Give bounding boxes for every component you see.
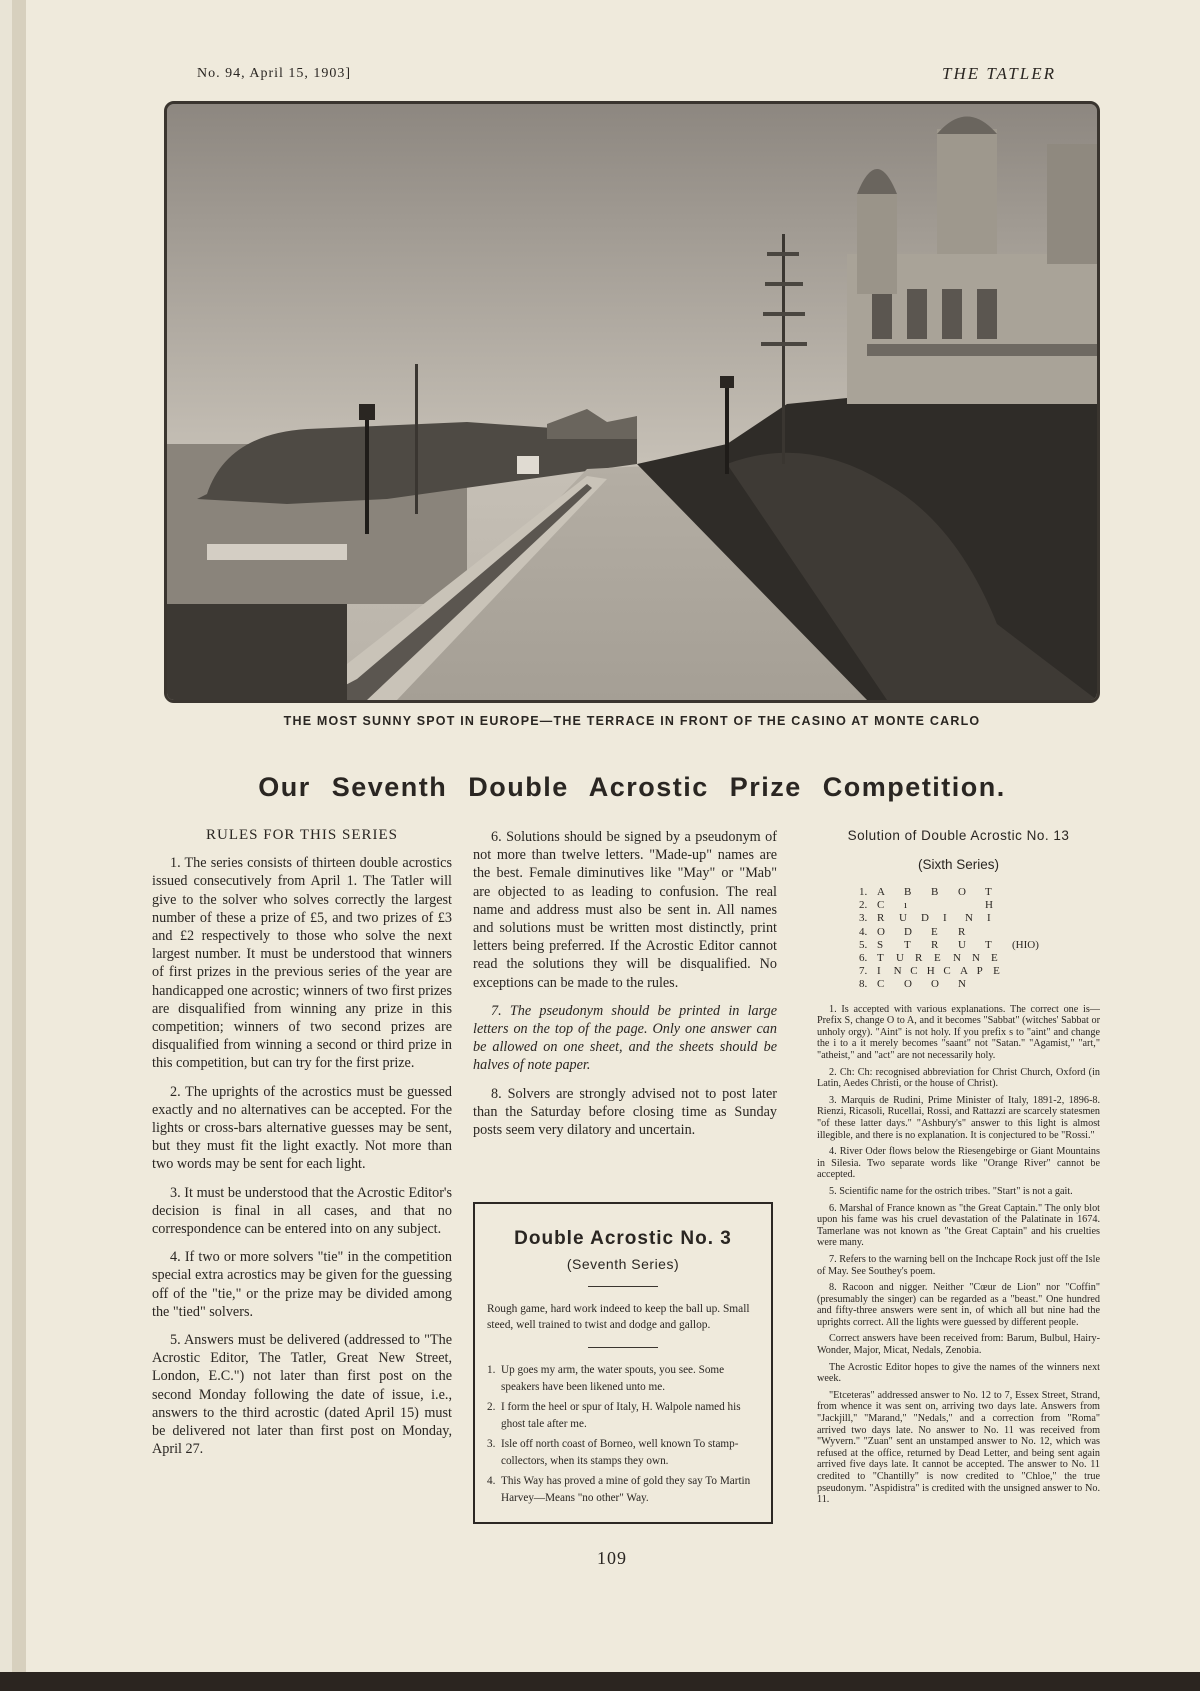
- light-text: This Way has proved a mine of gold they say To Martin Harvey—Means "no other" Way.: [501, 1475, 751, 1504]
- rule-8: 8. Solvers are strongly advised not to post later than the Saturday before closing time as Sunday posts seem very dilatory and uncertain.: [473, 1085, 777, 1139]
- light-number: 2.: [487, 1401, 496, 1413]
- solution-note: Correct answers have been received from: Barum, Bulbul, Hairy-Wonder, Major, Micat, Nedals, Zenobia.: [817, 1333, 1100, 1357]
- rule-1: 1. The series consists of thirteen double acrostics issued consecutively from April 1. The Tatler will give to the solver who solves correctly the largest number of these a prize of £5, and two prizes of £3 and £2 respectively to those who solve the next largest number. It must be understood that winners of first prizes in the previous series of the year are handicapped one acrostic; winners of two first prizes are disqualified from winning any prize in this competition; winners of two second prizes are disqualified from winning a second or third prize in this competition, but can try for the first prize.: [152, 855, 452, 1072]
- solution-letter: A: [959, 965, 968, 978]
- solution-letter: P: [976, 965, 983, 978]
- acrostic-lights: [487, 1362, 759, 1507]
- solution-letter: I: [987, 912, 991, 925]
- solution-letter: O: [931, 978, 939, 991]
- rule-7: 7. The pseudonym should be printed in large letters on the top of the page. Only one answer can be allowed on one sheet, and the sheets should be halves of note paper.: [473, 1002, 777, 1074]
- solution-heading: Solution of Double Acrostic No. 13: [847, 828, 1070, 843]
- solution-letter: E: [991, 952, 998, 965]
- solution-letter: S: [877, 938, 884, 951]
- solution-letter: [931, 899, 958, 912]
- light-item: [487, 1399, 759, 1433]
- solution-letter: N: [893, 965, 902, 978]
- solution-subheading: (Sixth Series): [917, 857, 1000, 872]
- solution-letter: N: [958, 978, 966, 991]
- solution-note: 1. Is accepted with various explanations. The correct one is—Prefix S, change O to A, and it becomes "Sabbat" (witches' Sabbat or unholy orgy). "Aint" is not holy. If you prefix s to "aint" and change the i to a it merely becomes "saant" not "Satan." "Agamist," "art," "atheist," and "act" are not necessarily holy.: [817, 1003, 1100, 1061]
- solution-letter: I: [943, 912, 947, 925]
- solution-letter: H: [926, 965, 935, 978]
- rule-4: 4. If two or more solvers "tie" in the competition special extra acrostics may be given for the guessing off of the "tie," or the prize may be divided among the "tied" solvers.: [152, 1249, 452, 1320]
- solution-letter: A: [877, 886, 885, 898]
- rule-6: 6. Solutions should be signed by a pseudonym of not more than twelve letters. "Made-up" names are the best. Female diminutives like "May" or "Mab" are objected to as leading to confusion. The real name and address must also be sent in. All names and solutions must be written most distinctly, print letters being preferred. If the Acrostic Editor cannot read the solutions they will be disqualified. No exceptions can be made to the rules.: [473, 829, 777, 991]
- solution-letter: C: [910, 965, 918, 978]
- solution-letter: H: [985, 899, 993, 912]
- solution-letter: O: [904, 978, 912, 991]
- divider: [588, 1286, 658, 1287]
- solution-note: 7. Refers to the warning bell on the Inchcape Rock just off the Isle of May. See Southey's poem.: [817, 1253, 1100, 1277]
- photo-caption: THE MOST SUNNY SPOT IN EUROPE—THE TERRACE IN FRONT OF THE CASINO AT MONTE CARLO: [283, 714, 981, 728]
- monte-carlo-photo: [164, 101, 1100, 703]
- light-text: I form the heel or spur of Italy, H. Walpole named his ghost tale after me.: [501, 1401, 741, 1430]
- magazine-header: THE TATLER: [942, 64, 1056, 83]
- solution-note: 5. Scientific name for the ostrich tribes. "Start" is not a gait.: [829, 1185, 1073, 1197]
- solution-letter: [958, 899, 985, 912]
- solution-letter: I: [877, 965, 881, 978]
- solution-row: [859, 912, 1100, 925]
- solution-letter: R: [931, 938, 939, 951]
- solution-letter: C: [877, 978, 885, 991]
- solution-letter: T: [985, 886, 992, 898]
- solution-row: [859, 965, 1100, 978]
- solution-row-number: 2.: [859, 899, 868, 912]
- solution-letter: R: [915, 952, 923, 965]
- light-item: [487, 1362, 759, 1396]
- solution-letter: N: [953, 952, 961, 965]
- solution-letter: T: [877, 952, 884, 965]
- solution-letter: R: [877, 912, 885, 925]
- solution-letter: O: [877, 925, 885, 938]
- rule-3: 3. It must be understood that the Acrostic Editor's decision is final in all cases, and that no correspondence can be entered into on any subject.: [152, 1184, 452, 1238]
- solution-row: [859, 978, 1100, 991]
- solution-row: [859, 899, 1100, 912]
- light-text: Up goes my arm, the water spouts, you see. Some speakers have been likened unto me.: [501, 1364, 725, 1393]
- solution-notes: [817, 1004, 1100, 1506]
- solution-extra: (HIO): [1012, 938, 1039, 951]
- light-item: [487, 1473, 759, 1507]
- solution-row-number: 4.: [859, 925, 868, 938]
- light-number: 4.: [487, 1475, 496, 1487]
- solution-note: 6. Marshal of France known as "the Great Captain." The only blot upon his fame was his cruel devastation of the Palatinate in 1674. Tamerlane was not known as "the Great Captain" and his cruelties were many.: [817, 1202, 1100, 1249]
- solution-letter: E: [934, 952, 941, 965]
- solution-letter: C: [943, 965, 951, 978]
- solution-row-number: 8.: [859, 978, 868, 991]
- solution-row-number: 6.: [859, 952, 868, 965]
- rules-heading: RULES FOR THIS SERIES: [205, 827, 398, 843]
- light-number: 3.: [487, 1438, 496, 1450]
- acrostic-box: [473, 1202, 773, 1524]
- solution-note: 2. Ch: Ch: recognised abbreviation for Christ Church, Oxford (in Latin, Aedes Christi, or the house of Christ).: [817, 1066, 1100, 1090]
- solution-letter: C: [877, 899, 885, 912]
- solution-letter: R: [958, 925, 966, 938]
- acrostic-title: Double Acrostic No. 3: [514, 1228, 732, 1249]
- solution-letter: D: [904, 925, 912, 938]
- solution-row: [859, 886, 1100, 899]
- acrostic-intro: Rough game, hard work indeed to keep the ball up. Small steed, well trained to twist and dodge and gallop.: [487, 1303, 750, 1331]
- divider: [588, 1347, 658, 1348]
- solution-grid: [859, 886, 1100, 992]
- rules-column-2: [473, 828, 777, 1149]
- rule-5: 5. Answers must be delivered (addressed to "The Acrostic Editor, The Tatler, Great New Street, London, E.C.") not later than first post on the second Monday following the date of issue, i.e., answers to the third acrostic (dated April 15) must be delivered not later than first post on Monday, April 27.: [152, 1332, 452, 1458]
- solution-letter: E: [993, 965, 1000, 978]
- competition-title: Our Seventh Double Acrostic Prize Competition.: [258, 772, 1006, 802]
- page-bottom-edge: [0, 1672, 1200, 1691]
- solution-note: 4. River Oder flows below the Riesengebirge or Giant Mountains in Silesia. Two separate words like "Orange River" cannot be accepted.: [817, 1146, 1100, 1181]
- rule-2: 2. The uprights of the acrostics must be guessed exactly and no alternatives can be accepted. For the lights or cross-bars alternative guesses may be sent, but they must fit the light exactly. Not more than two words may be sent for each light.: [152, 1083, 452, 1173]
- solution-letter: U: [896, 952, 904, 965]
- light-text: Isle off north coast of Borneo, well known To stamp-collectors, when its stamps they own.: [501, 1438, 739, 1467]
- solution-row-number: 1.: [859, 886, 868, 898]
- solution-letter: D: [921, 912, 929, 925]
- solution-row: [859, 926, 1100, 939]
- acrostic-subtitle: (Seventh Series): [566, 1256, 680, 1272]
- solution-note: The Acrostic Editor hopes to give the names of the winners next week.: [817, 1361, 1100, 1385]
- solution-letter: E: [931, 925, 938, 938]
- light-number: 1.: [487, 1364, 496, 1376]
- solution-letter: O: [958, 886, 966, 898]
- issue-header: No. 94, April 15, 1903]: [197, 66, 352, 81]
- solution-letter: U: [958, 938, 966, 951]
- solution-letter: T: [985, 938, 992, 951]
- solution-letter: B: [904, 886, 912, 898]
- solution-row-number: 7.: [859, 965, 868, 978]
- page-number: 109: [597, 1548, 627, 1568]
- solution-column: [817, 828, 1100, 1511]
- solution-letter: N: [965, 912, 973, 925]
- solution-note: 8. Racoon and nigger. Neither "Cœur de Lion" nor "Coffin" (presumably the singer) can be regarded as a "beast." One hundred and fifty-three answers were sent in, of which all but nine had the uprights correct. All the lights were guessed by different people.: [817, 1282, 1100, 1328]
- solution-row-number: 3.: [859, 912, 868, 925]
- solution-note: 3. Marquis de Rudini, Prime Minister of Italy, 1891-2, 1896-8. Rienzi, Ricasoli, Rucellai, Rossi, and Rattazzi are scarcely statesmen "of these latter days." "Ashbury's" answer to this light is almost illegible, and there is no explanation. It is conjectured to be "Rossi.": [817, 1094, 1100, 1141]
- solution-letter: N: [972, 952, 980, 965]
- solution-row: [859, 939, 1100, 952]
- page: [12, 0, 1200, 1691]
- solution-letter: T: [904, 938, 911, 951]
- solution-letter: U: [899, 912, 907, 925]
- solution-note: "Etceteras" addressed answer to No. 12 to 7, Essex Street, Strand, from whence it was sent on, arriving two days late. Answers from "Jackjill," "Marand," "Nedals," and a correction from "Roma" arrived two days late. No answer to No. 11 was received from "Wyvern." "Zuan" sent an unstamped answer to No. 12, which was refused at the office, returned by Dead Letter, and being sent again arrived five days late. It cannot be accepted. The answer to No. 11 credited to "Chantilly" is now credited to "Chloe," the true pseudonym. "Aspidistra" is credited with the unsigned answer to No. 11.: [817, 1389, 1100, 1506]
- solution-row-number: 5.: [859, 938, 868, 951]
- solution-letter: ı: [904, 899, 908, 912]
- solution-row: [859, 952, 1100, 965]
- solution-letter: B: [931, 886, 939, 898]
- light-item: [487, 1436, 759, 1470]
- rules-column-1: [152, 826, 452, 1469]
- page-edge: [12, 0, 26, 1691]
